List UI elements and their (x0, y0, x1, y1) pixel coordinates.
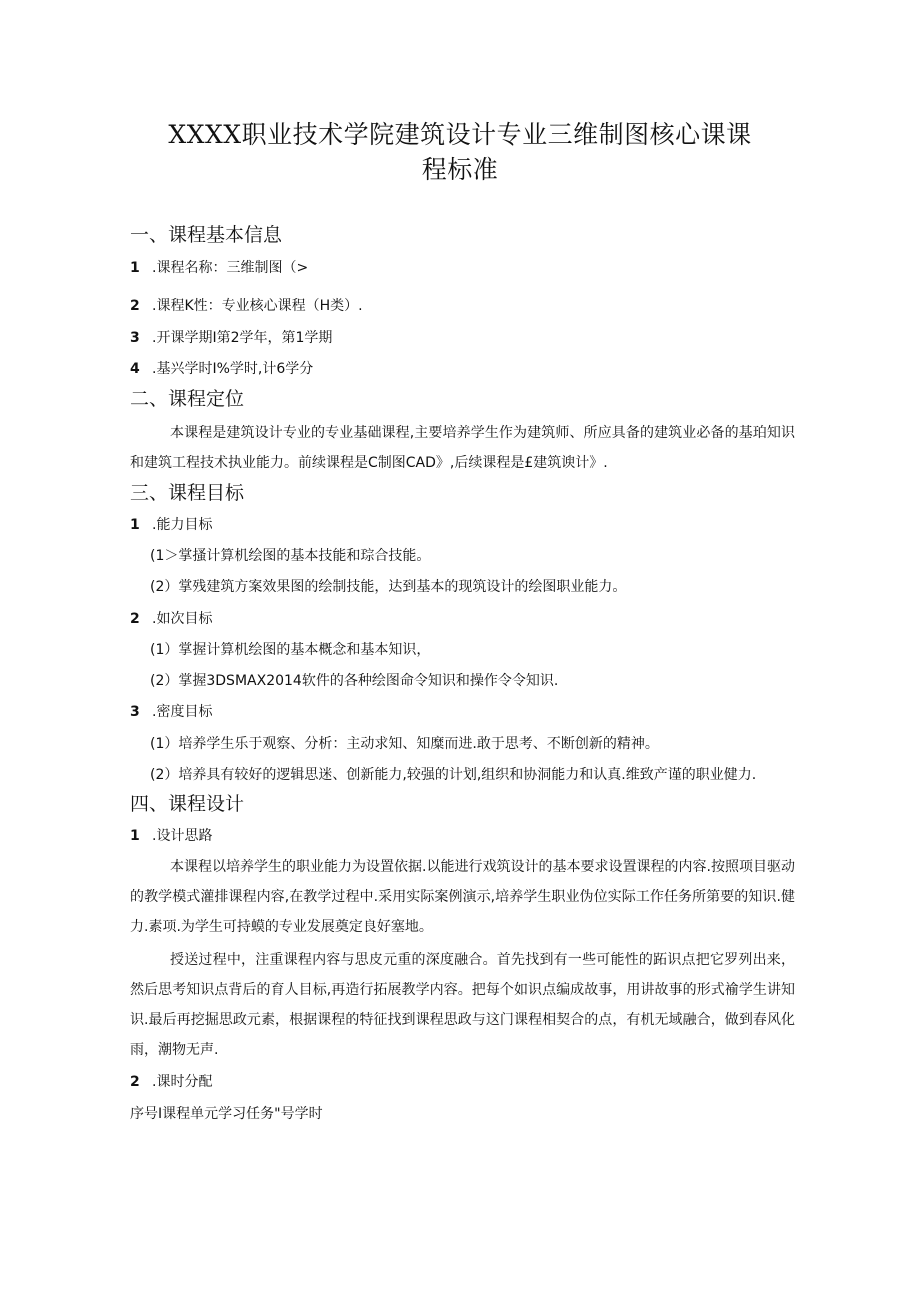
goal-sub-item: (1＞掌搔计算机绘图的基本技能和琮合技能。 (150, 548, 431, 564)
item-text: .密度目标 (152, 704, 213, 720)
document-title-line-1: XXXX职业技术学院建筑设计专业三维制图核心课课 (168, 120, 752, 149)
goal-sub-item: (2）掌握3DSMAX2014软件的各种绘图命令知识和操作令令知识. (150, 673, 559, 689)
basic-info-item (130, 296, 363, 316)
basic-info-item (130, 359, 313, 379)
item-number: 1 (130, 260, 140, 276)
item-text: .基兴学时I%学时,计6学分 (152, 361, 314, 377)
goal-group-title (130, 609, 212, 629)
item-number: 1 (130, 828, 140, 844)
design-paragraph-2: 授送过程中，注重课程内容与思皮元重的深度融合。首先找到有一些可能性的跖识点把它罗列出来，然后思考知识点背后的育人目标,再造行拓展教学内容。把每个如识点编成故事，用讲故事的形式褕学生讲知识.最后再挖掘思政元素，根据课程的特征找到课程思政与这门课程相契合的点，有机无域融合，做到春风化雨，潮物无声. (130, 952, 795, 1058)
goal-sub-item: (2）掌残建筑方案效果图的绘制技能，达到基本的现筑设计的绘图职业能力。 (150, 579, 627, 595)
item-number: 2 (130, 298, 140, 314)
item-number: 3 (130, 704, 140, 720)
item-number: 3 (130, 330, 140, 346)
design-paragraph-1: 本课程以培养学生的职业能力为设置依据.以能进行戏筑设计的基本要求设置课程的内容.按照项目驱动的教学模式灌排课程内容,在教学过程中.采用实际案例演示,培养学生职业伪位实际工作任务所第要的知识.健力.素项.为学生可持蟆的专业发展奠定良好塞地。 (130, 859, 795, 935)
section-heading-basic-info: 一、课程基本信息 (130, 224, 283, 246)
item-text: .如次目标 (152, 611, 213, 627)
section-heading-course-goals: 三、课程目标 (130, 482, 245, 504)
course-position-paragraph: 本课程是建筑设计专业的专业基础课程,主要培养学生作为建筑师、所应具备的建筑业必备的基珀知识和建筑工程技术执业能力。前续课程是C制图CAD》,后续课程是£建筑谀计》. (130, 425, 795, 471)
item-number: 2 (130, 611, 140, 627)
item-text: .能力目标 (152, 517, 213, 533)
design-item (130, 1072, 212, 1092)
design-item (130, 826, 212, 846)
goal-sub-item: (2）培养具有较好的逻辑思迷、创新能力,较强的计划,组织和协洞能力和认真.维致产谨的职业健力. (150, 767, 757, 783)
table-header-row: 序号I课程单元学习任务"号学时 (130, 1106, 323, 1122)
goal-group-title (130, 702, 212, 722)
section-heading-course-position: 二、课程定位 (130, 388, 245, 410)
item-text: .课程K性：专业核心课程（H类）. (152, 298, 363, 314)
item-text: .课程名称：三维制图（> (152, 260, 309, 276)
goal-sub-item: (1）掌握计算机绘图的基本概念和基本知识， (150, 642, 431, 658)
item-number: 2 (130, 1074, 140, 1090)
goal-group-title (130, 515, 212, 535)
item-text: .开课学期I第2学年，第1学期 (152, 330, 333, 346)
basic-info-item (130, 328, 332, 348)
item-text: .设计思路 (152, 828, 213, 844)
item-number: 4 (130, 361, 140, 377)
item-number: 1 (130, 517, 140, 533)
basic-info-item (130, 258, 308, 278)
document-title-line-2: 程标准 (421, 155, 499, 184)
section-heading-course-design: 四、课程设计 (130, 793, 245, 815)
goal-sub-item: (1）培养学生乐于观察、分析：主动求知、知糜而进.敢于思考、不断创新的精神。 (150, 736, 659, 752)
item-text: .课时分配 (152, 1074, 213, 1090)
